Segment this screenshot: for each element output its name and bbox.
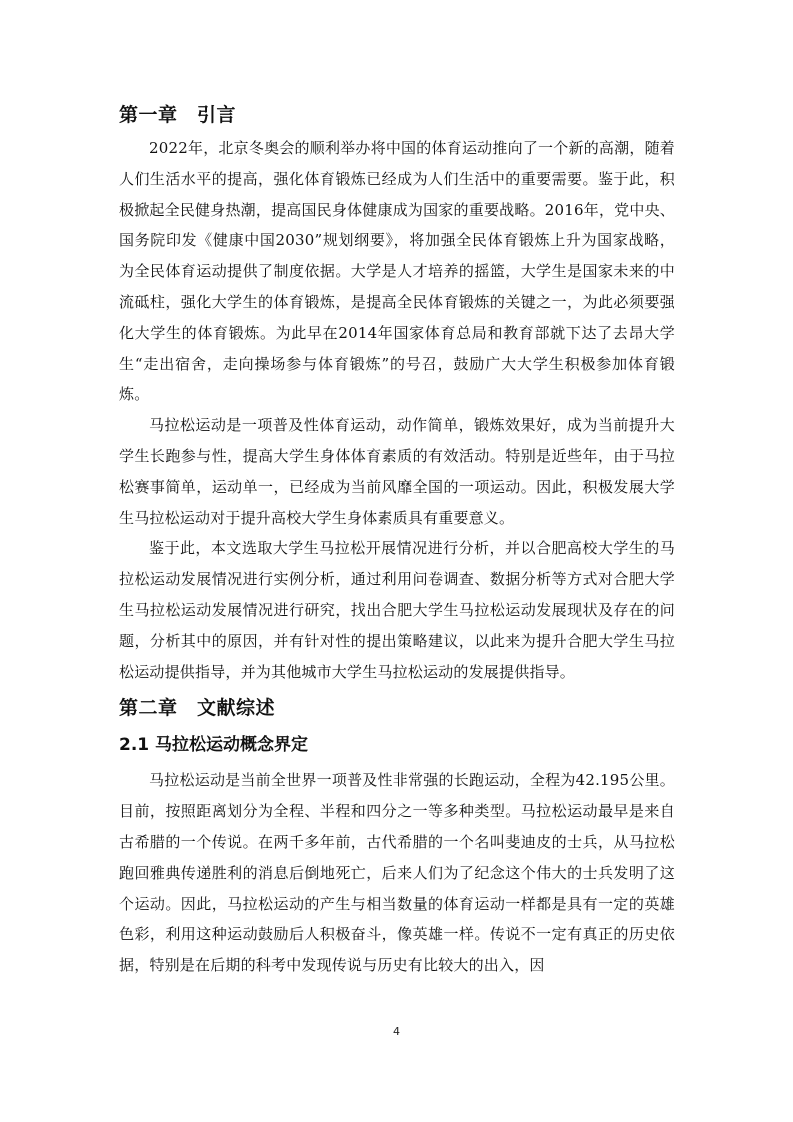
chapter-1-title: 第一章 引言 <box>119 104 237 126</box>
page-number: 4 <box>393 1025 400 1038</box>
chapter-1-paragraph-2: 马拉松运动是一项普及性体育运动，动作简单，锻炼效果好，成为当前提升大学生长跑参与性，提高大学生身体体育素质的有效活动。特别是近些年，由于马拉松赛事简单，运动单一，已经成为当前风靡全国的一项运动。因此，积极发展大学生马拉松运动对于提升高校大学生身体素质具有重要意义。 <box>119 416 675 527</box>
section-2-1-paragraph-1: 马拉松运动是当前全世界一项普及性非常强的长跑运动，全程为42.195公里。目前，按照距离划分为全程、半程和四分之一等多种类型。马拉松运动最早是来自古希腊的一个传说。在两千多年前，古代希腊的一个名叫斐迪皮的士兵，从马拉松跑回雅典传递胜利的消息后倒地死亡，后来人们为了纪念这个伟大的士兵发明了这个运动。因此，马拉松运动的产生与相当数量的体育运动一样都是具有一定的英雄色彩，利用这种运动鼓励后人积极奋斗，像英雄一样。传说不一定有真正的历史依据，特别是在后期的科考中发现传说与历史有比较大的出入，因 <box>119 771 675 975</box>
chapter-1-paragraph-3: 鉴于此，本文选取大学生马拉松开展情况进行分析，并以合肥高校大学生的马拉松运动发展情况进行实例分析，通过利用问卷调查、数据分析等方式对合肥大学生马拉松运动发展情况进行研究，找出合肥大学生马拉松运动发展现状及存在的问题，分析其中的原因，并有针对性的提出策略建议，以此来为提升合肥大学生马拉松运动提供指导，并为其他城市大学生马拉松运动的发展提供指导。 <box>119 539 675 681</box>
chapter-1-paragraph-1: 2022年，北京冬奥会的顺利举办将中国的体育运动推向了一个新的高潮，随着人们生活水平的提高，强化体育锻炼已经成为人们生活中的重要需要。鉴于此，积极掀起全民健身热潮，提高国民身体健康成为国家的重要战略。2016年，党中央、国务院印发《健康中国2030”规划纲要》，将加强全民体育锻炼上升为国家战略，为全民体育运动提供了制度依据。大学是人才培养的摇篮，大学生是国家未来的中流砥柱，强化大学生的体育锻炼，是提高全民体育锻炼的关键之一，为此必须要强化大学生的体育锻炼。为此早在2014年国家体育总局和教育部就下达了去昂大学生“走出宿舍，走向操场参与体育锻炼”的号召，鼓励广大大学生积极参加体育锻炼。 <box>119 139 675 404</box>
chapter-2-title: 第二章 文献综述 <box>119 697 276 720</box>
page-content <box>119 100 675 981</box>
section-2-1-title: 2.1 马拉松运动概念界定 <box>119 735 309 756</box>
